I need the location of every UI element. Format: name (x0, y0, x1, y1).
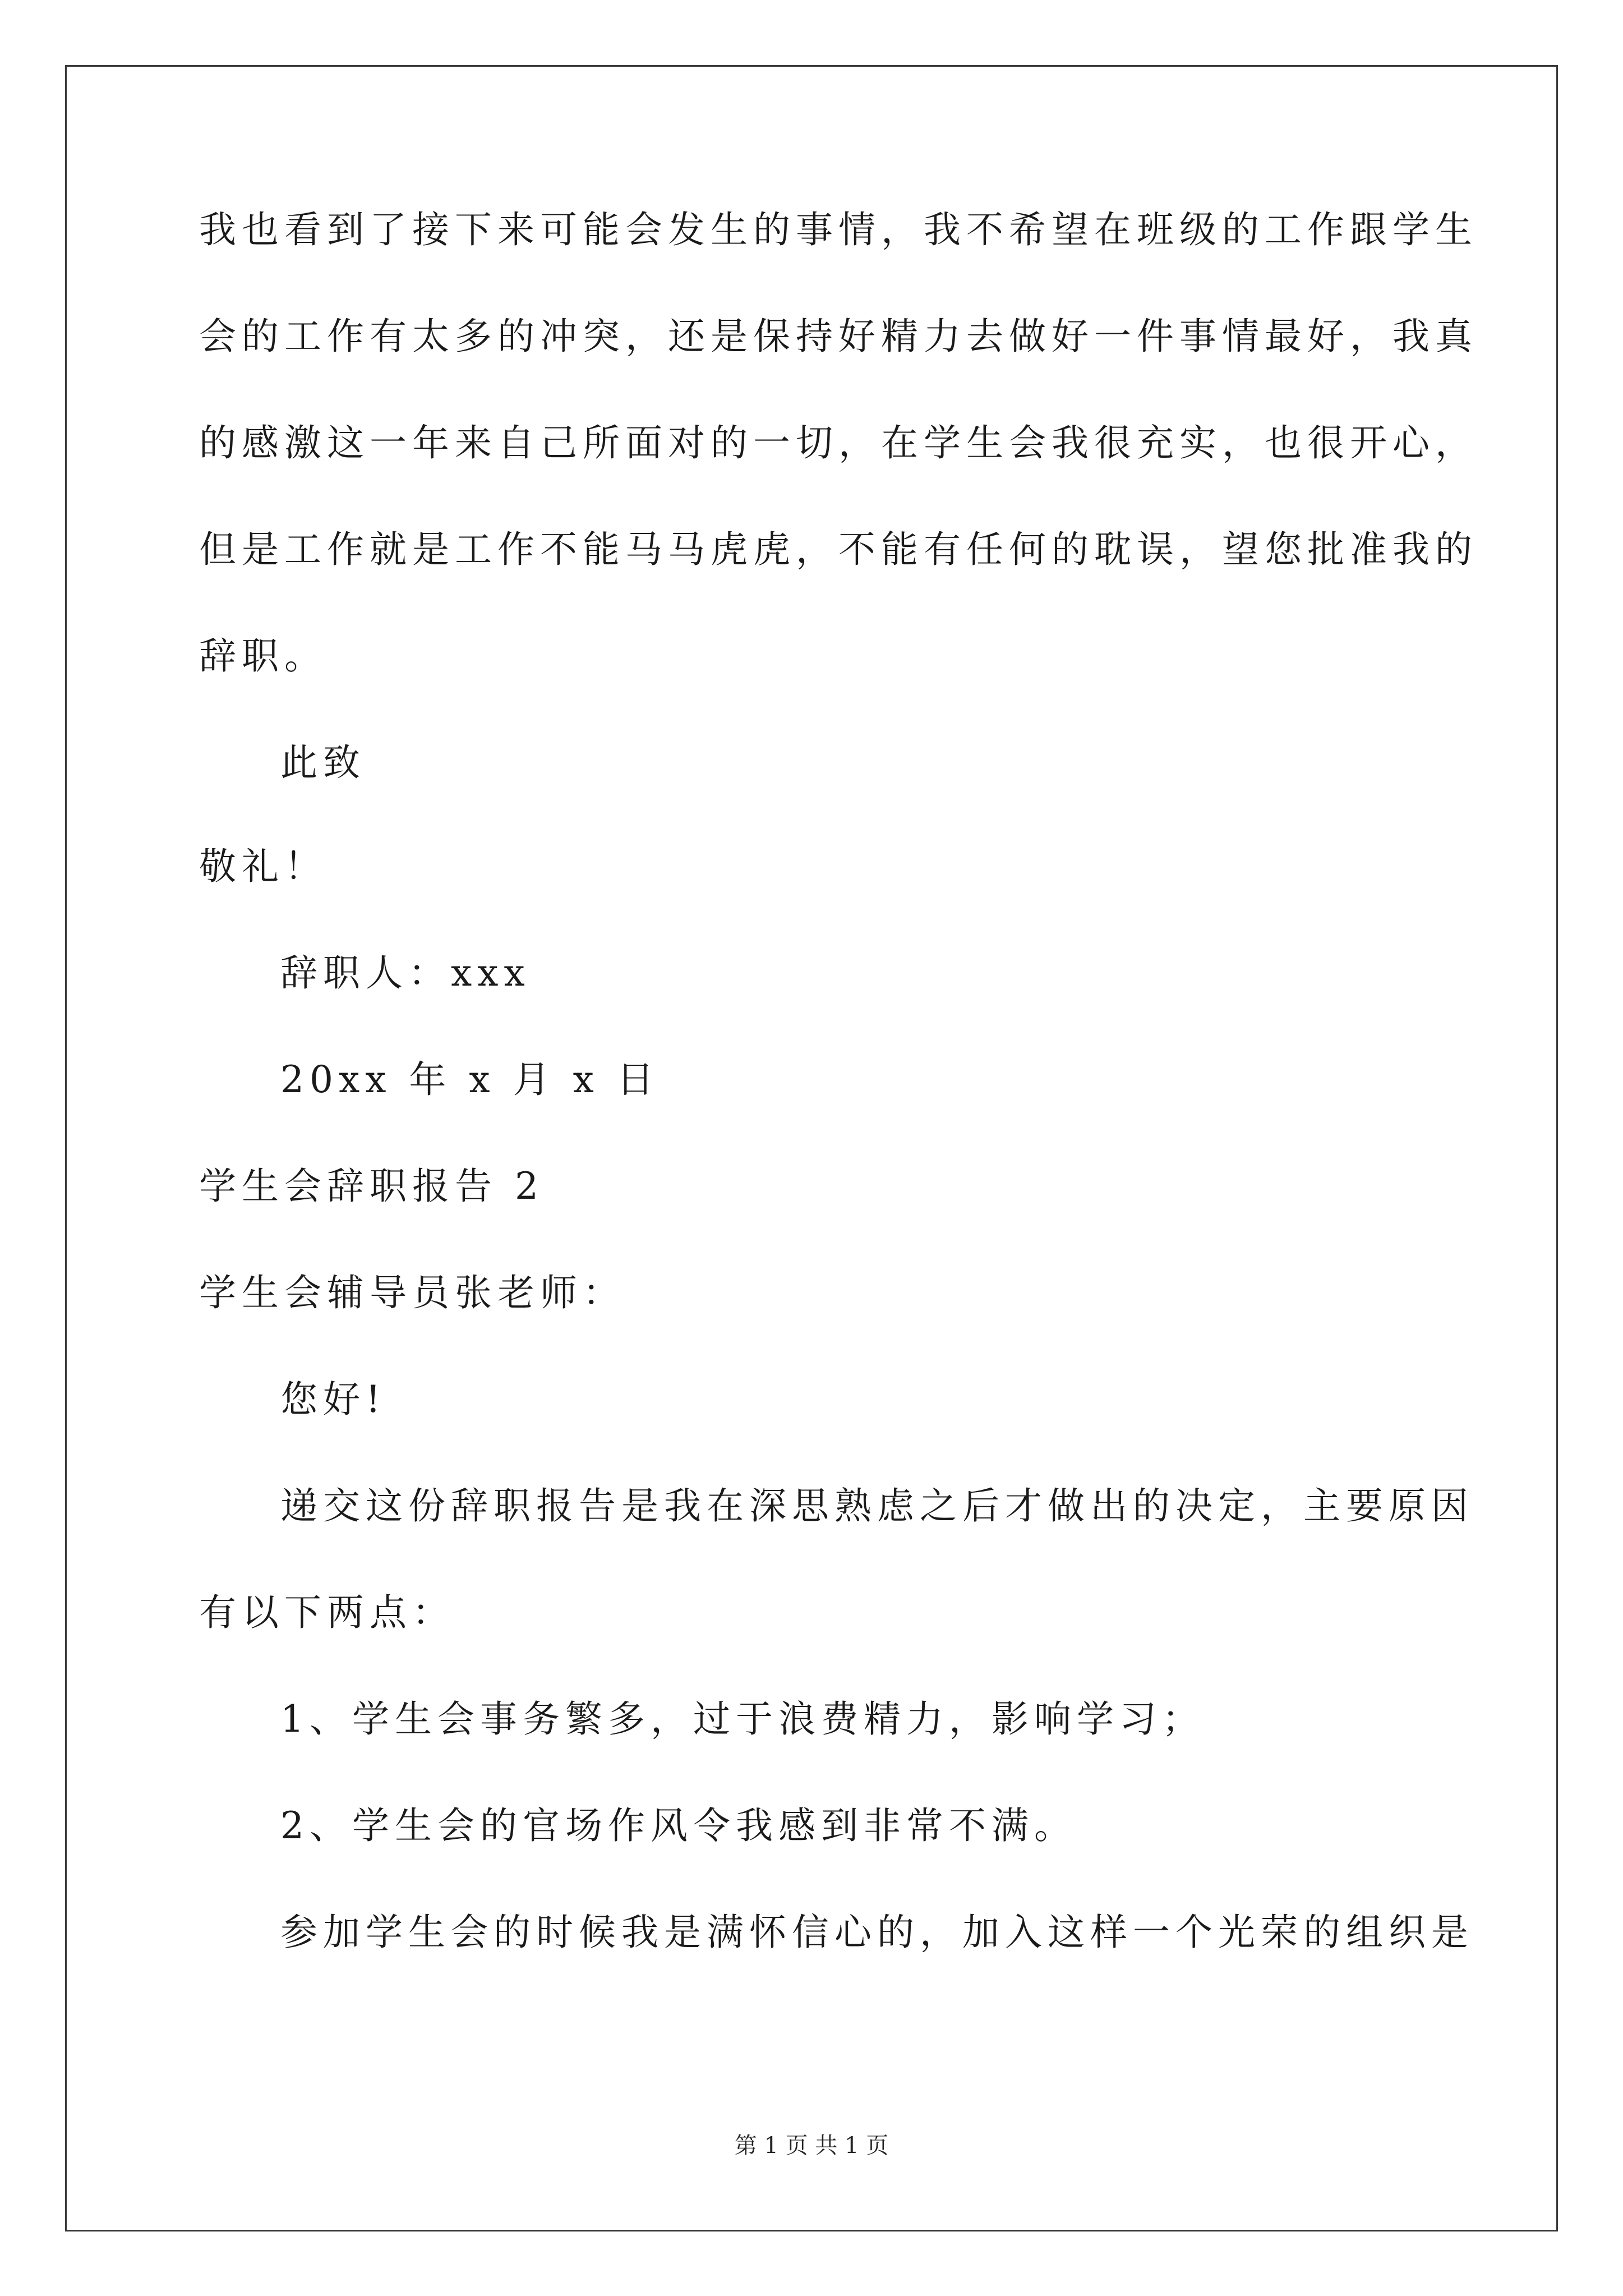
page-border (65, 65, 1558, 2231)
text-line: 辞职。 (199, 634, 327, 678)
signature-date: 20xx 年 x 月 x 日 (280, 1058, 660, 1101)
text-line: 参加学生会的时候我是满怀信心的，加入这样一个光荣的组织是 (280, 1911, 1474, 1954)
closing-regards: 敬礼！ (199, 845, 327, 888)
text-line: 但是工作就是工作不能马马虎虎，不能有任何的耽误，望您批准我的 (199, 528, 1478, 571)
list-item: 1、学生会事务繁多，过于浪费精力，影响学习； (280, 1697, 1205, 1741)
recipient-line: 学生会辅导员张老师： (199, 1271, 625, 1314)
closing-salutation: 此致 (280, 741, 366, 784)
text-line: 我也看到了接下来可能会发生的事情，我不希望在班级的工作跟学生 (199, 208, 1478, 251)
page-number-footer: 第 1 页 共 1 页 (734, 2133, 889, 2159)
text-line: 有以下两点： (199, 1591, 455, 1634)
section-title: 学生会辞职报告 2 (199, 1165, 544, 1208)
text-line: 递交这份辞职报告是我在深思熟虑之后才做出的决定，主要原因 (280, 1484, 1474, 1527)
list-item: 2、学生会的官场作风令我感到非常不满。 (280, 1804, 1077, 1847)
text-line: 会的工作有太多的冲突，还是保持好精力去做好一件事情最好，我真 (199, 315, 1478, 358)
signature-name: 辞职人：xxx (280, 951, 531, 995)
greeting: 您好! (280, 1378, 386, 1421)
text-line: 的感激这一年来自己所面对的一切，在学生会我很充实，也很开心， (199, 421, 1478, 464)
